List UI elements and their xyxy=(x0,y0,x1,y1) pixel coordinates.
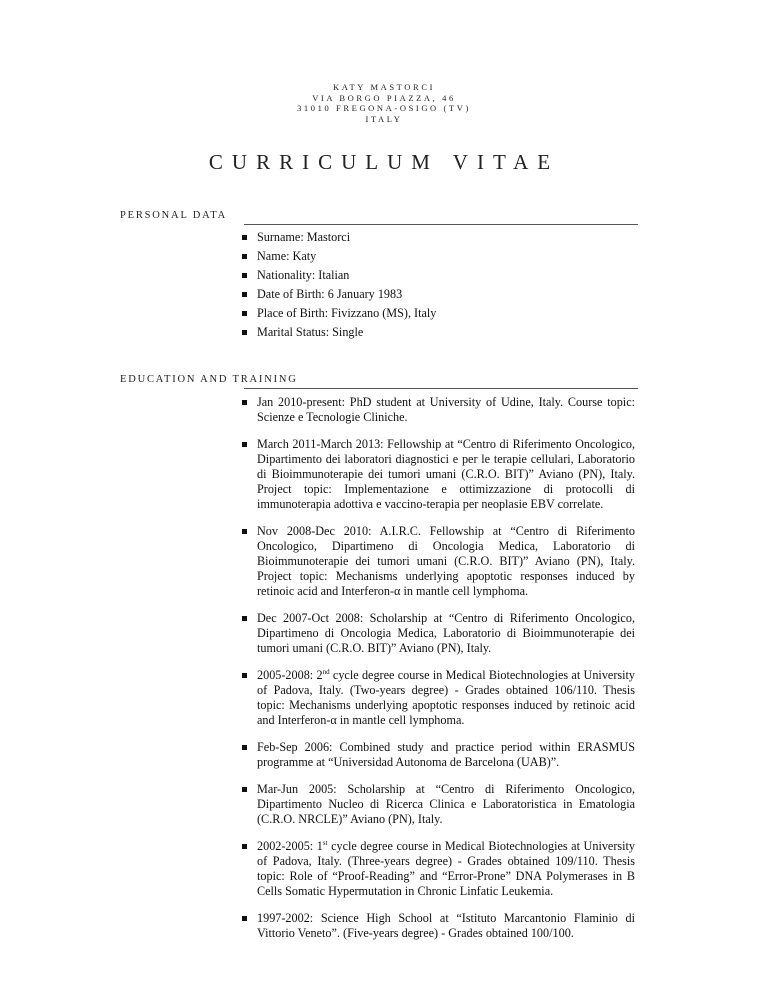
section-heading: PERSONAL DATA xyxy=(120,210,228,221)
education-list xyxy=(241,395,635,953)
education-section xyxy=(120,374,638,940)
list-item: Mar-Jun 2005: Scholarship at “Centro di Riferimento Oncologico, Dipartimento Nucleo di Ricerca Clinica e Laboratoristica in Ematologia (C.R.O. NRCLE)” Aviano (PN), Italy. xyxy=(241,782,635,827)
list-item: March 2011-March 2013: Fellowship at “Centro di Riferimento Oncologico, Dipartimento dei laboratori diagnostici e per le terapie cellulari, Laboratorio di Bioimmunoterapie dei tumori umani (C.R.O. BIT)” Aviano (PN), Italy. Project topic: Implementazione e ottimizzazione di protocolli di immunoterapia adottiva e vaccino-terapia per neoplasie EBV correlate. xyxy=(241,437,635,512)
document-title: CURRICULUM VITAE xyxy=(208,150,560,174)
list-item xyxy=(241,668,635,728)
item-text: cycle degree course in Medical Biotechnologies at University of Padova, Italy. (Three-years degree) - Grades obtained 109/110. Thesis topic: Role of “Proof-Reading” and “Error-Prone” DNA Polymerases in B Cells Somatic Hypermutation in Chronic Linfatic Leukemia. xyxy=(257,839,635,898)
address-street: VIA BORGO PIAZZA, 46 xyxy=(312,92,456,103)
personal-data-section xyxy=(120,210,638,339)
item-text: 2005-2008: 2 xyxy=(257,668,323,682)
list-item: Date of Birth: 6 January 1983 xyxy=(241,287,635,302)
personal-data-list xyxy=(241,230,635,344)
list-item: Nov 2008-Dec 2010: A.I.R.C. Fellowship at “Centro di Riferimento Oncologico, Dipartimeno di Oncologia Medica, Laboratorio di Bioimmunoterapie dei tumori umani (C.R.O. BIT)” Aviano (PN), Italy. Project topic: Mechanisms underlying apoptotic responses induced by retinoic acid and Interferon-α in mantle cell lymphoma. xyxy=(241,524,635,599)
list-item: Jan 2010-present: PhD student at University of Udine, Italy. Course topic: Scienze e Tecnologie Cliniche. xyxy=(241,395,635,425)
list-item: Dec 2007-Oct 2008: Scholarship at “Centro di Riferimento Oncologico, Dipartimeno di Oncologia Medica, Laboratorio di Bioimmunoterapie dei tumori umani (C.R.O. BIT)” Aviano (PN), Italy. xyxy=(241,611,635,656)
list-item: 1997-2002: Science High School at “Istituto Marcantonio Flaminio di Vittorio Veneto”. (Five-years degree) - Grades obtained 100/100. xyxy=(241,911,635,941)
list-item: Nationality: Italian xyxy=(241,268,635,283)
address-header xyxy=(0,82,768,124)
list-item xyxy=(241,839,635,899)
list-item: Surname: Mastorci xyxy=(241,230,635,245)
section-heading: EDUCATION AND TRAINING xyxy=(120,374,298,385)
ordinal-suffix: nd xyxy=(322,667,330,676)
section-divider xyxy=(244,224,638,225)
list-item: Marital Status: Single xyxy=(241,325,635,340)
section-divider xyxy=(244,388,638,389)
item-text: cycle degree course in Medical Biotechnologies at University of Padova, Italy. (Two-years degree) - Grades obtained 106/110. Thesis topic: Mechanisms underlying apoptotic responses induced by retinoic acid and Interferon-α in mantle cell lymphoma. xyxy=(257,668,635,727)
address-city: 31010 FREGONA-OSIGO (TV) xyxy=(297,103,471,113)
address-country: ITALY xyxy=(365,113,403,124)
list-item: Name: Katy xyxy=(241,249,635,264)
item-text: 2002-2005: 1 xyxy=(257,839,323,853)
author-name: KATY MASTORCI xyxy=(332,82,436,92)
list-item: Feb-Sep 2006: Combined study and practice period within ERASMUS programme at “Universidad Autonoma de Barcelona (UAB)”. xyxy=(241,740,635,770)
ordinal-suffix: st xyxy=(322,838,328,847)
list-item: Place of Birth: Fivizzano (MS), Italy xyxy=(241,306,635,321)
